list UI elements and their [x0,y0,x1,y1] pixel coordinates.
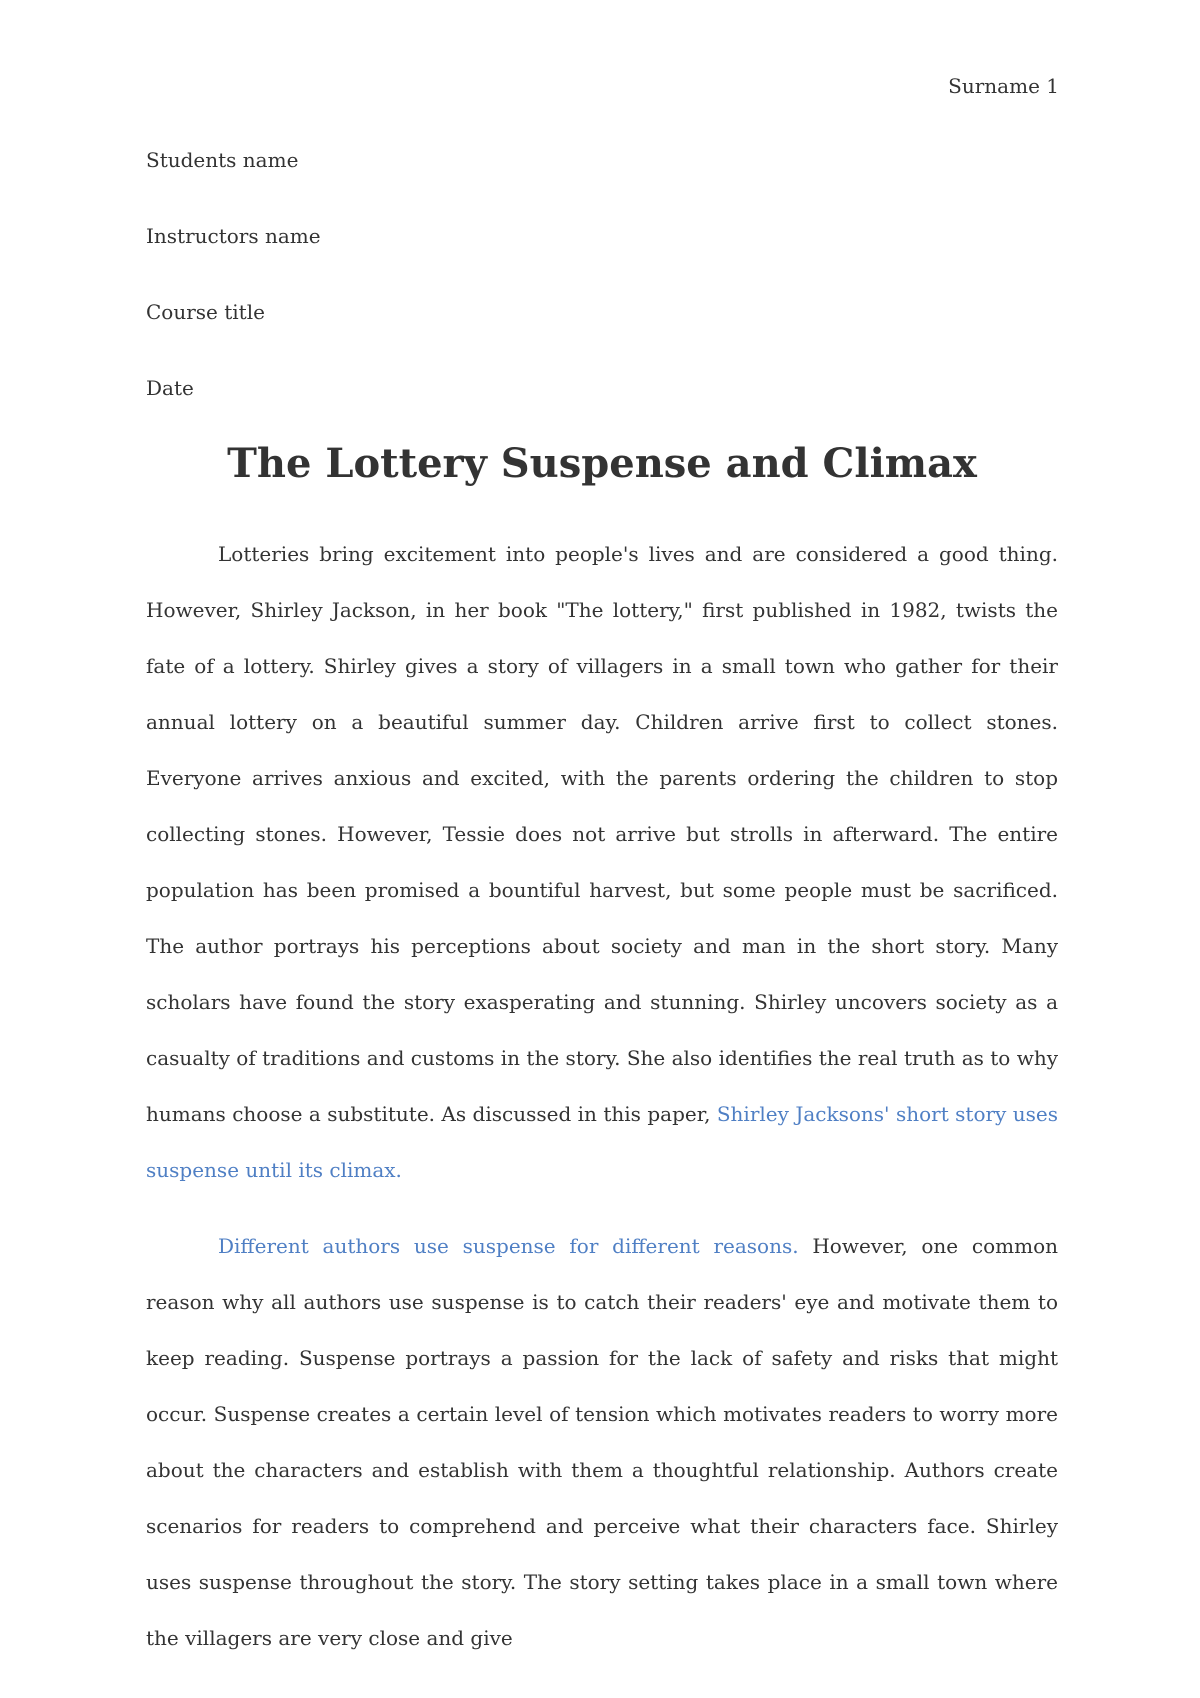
paragraph-2-text: However, one common reason why all authors use suspense is to catch their readers' eye and motivate them to keep reading. Suspense portrays a passion for the lack of safety and risks that might occur. Suspense creates a certain level of tension which motivates readers to worry more about the characters and establish with them a thoughtful relationship. Authors create scenarios for readers to comprehend and perceive what their characters face. Shirley uses suspense throughout the story. The story setting takes place in a small town where the villagers are very close and give [146,1234,1058,1650]
instructor-name: Instructors name [146,224,321,248]
thesis-statement: Shirley Jacksons' short story uses suspense until its climax. [146,1102,1058,1182]
paragraph-1-text: Lotteries bring excitement into people's lives and are considered a good thing. However, Shirley Jackson, in her book "The lottery," first published in 1982, twists the fate of a lottery. Shirley gives a story of villagers in a small town who gather for their annual lottery on a beautiful summer day. Children arrive first to collect stones. Everyone arrives anxious and excited, with the parents ordering the children to stop collecting stones. However, Tessie does not arrive but strolls in afterward. The entire population has been promised a bountiful harvest, but some people must be sacrificed. The author portrays his perceptions about society and man in the short story. Many scholars have found the story exasperating and stunning. Shirley uncovers society as a casualty of traditions and customs in the story. She also identifies the real truth as to why humans choose a substitute. As discussed in this paper, [146,542,1058,1126]
topic-sentence: Different authors use suspense for different reasons. [218,1234,799,1258]
student-name: Students name [146,148,299,172]
document-body [146,146,1058,1686]
date-line: Date [146,376,194,400]
document-title: The Lottery Suspense and Climax [227,440,977,487]
paragraph-1 [146,526,1058,1198]
running-head: Surname 1 [948,74,1059,98]
paragraph-2 [146,1218,1058,1666]
course-title: Course title [146,300,265,324]
